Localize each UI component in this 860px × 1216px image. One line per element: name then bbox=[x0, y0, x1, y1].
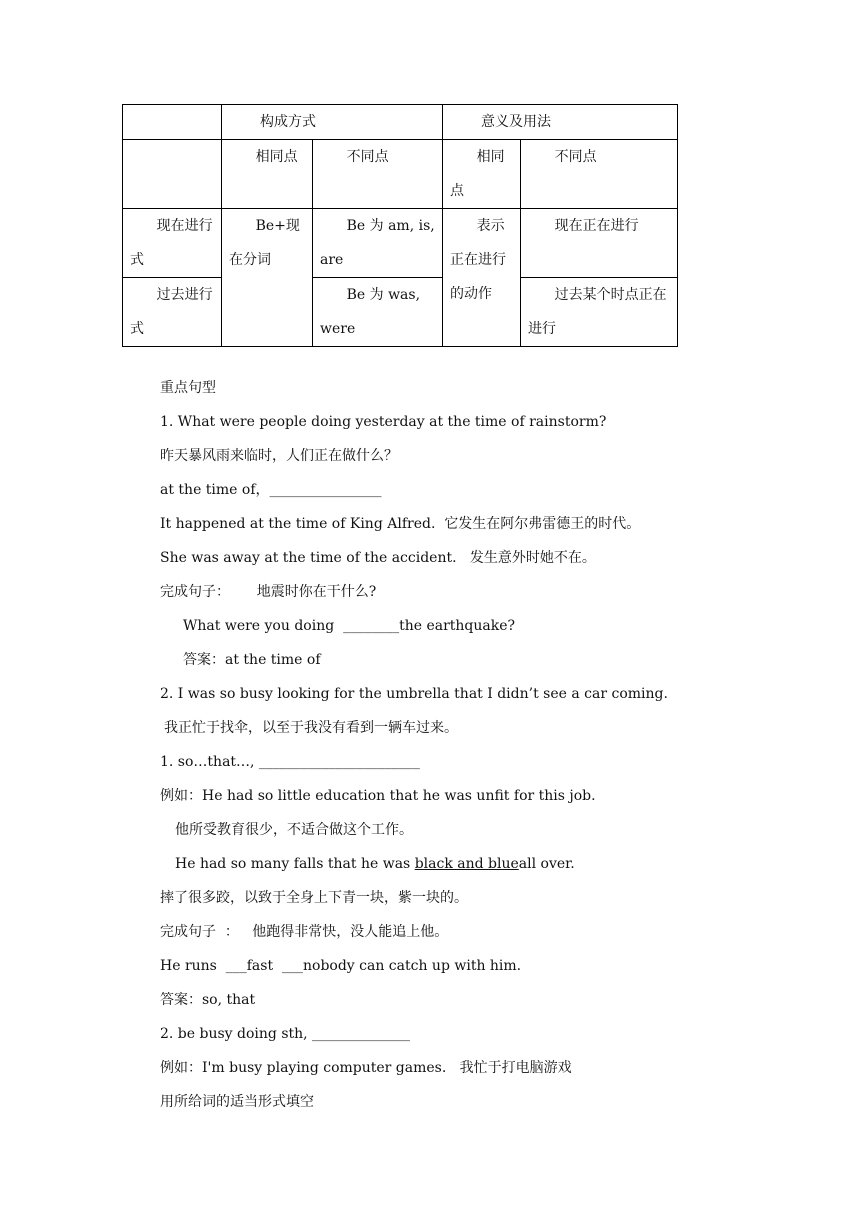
subheader-empty-cell bbox=[123, 140, 222, 209]
composition-same-cell: Be+现在分词 bbox=[222, 209, 313, 347]
example-translation: 他所受教育很少，不适合做这个工作。 bbox=[175, 822, 413, 838]
sentence-2-chinese: 我正忙于找伞，以至于我没有看到一辆车过来。 bbox=[164, 720, 458, 736]
table-subheader-row bbox=[123, 140, 678, 209]
sentence-1-chinese: 昨天暴风雨来临时，人们正在做什么？ bbox=[160, 448, 398, 464]
composition-diff-cell: Be 为 was, were bbox=[313, 278, 443, 347]
meaning-diff-cell: 过去某个时点正在进行 bbox=[521, 278, 678, 347]
tense-name-cell: 过去进行式 bbox=[123, 278, 222, 347]
composition-diff-cell: Be 为 am, is, are bbox=[313, 209, 443, 278]
header-composition: 构成方式 bbox=[222, 105, 443, 140]
phrase-be-busy-doing: 2. be busy doing sth, ______________ bbox=[160, 1026, 411, 1042]
example-line: He had so many falls that he was black and blueall over. bbox=[175, 856, 575, 872]
exercise-sentence: He runs ___fast ___nobody can catch up with him. bbox=[160, 958, 522, 974]
tense-comparison-table bbox=[122, 104, 678, 347]
meaning-same-cell: 表示正在进行的动作 bbox=[443, 209, 521, 347]
underlined-phrase: black and blue bbox=[414, 856, 519, 872]
example-line: 例如：He had so little education that he was unfit for this job. bbox=[160, 788, 596, 804]
table-corner-cell bbox=[123, 105, 222, 140]
exercise-sentence: What were you doing ________the earthquake? bbox=[183, 618, 516, 634]
example-line: 例如：I'm busy playing computer games. 我忙于打电脑游戏 bbox=[160, 1060, 572, 1076]
subheader-mean-diff: 不同点 bbox=[521, 140, 678, 209]
tense-name-cell: 现在进行式 bbox=[123, 209, 222, 278]
subheader-comp-diff: 不同点 bbox=[313, 140, 443, 209]
subheader-mean-same: 相同点 bbox=[443, 140, 521, 209]
header-meaning: 意义及用法 bbox=[443, 105, 678, 140]
phrase-at-the-time-of: at the time of，________________ bbox=[160, 482, 382, 498]
table-row bbox=[123, 278, 678, 347]
meaning-diff-cell: 现在正在进行 bbox=[521, 209, 678, 278]
phrase-so-that: 1. so…that…, _______________________ bbox=[160, 754, 420, 770]
table-row bbox=[123, 209, 678, 278]
exercise-heading: 用所给词的适当形式填空 bbox=[160, 1094, 314, 1110]
exercise-prompt: 完成句子： 地震时你在干什么? bbox=[160, 584, 377, 600]
section-title: 重点句型 bbox=[160, 380, 216, 396]
sentence-2-english: 2. I was so busy looking for the umbrella that I didn’t see a car coming. bbox=[160, 686, 668, 702]
document-body bbox=[160, 371, 800, 1119]
subheader-comp-same: 相同点 bbox=[222, 140, 313, 209]
example-line: It happened at the time of King Alfred. 它发生在阿尔弗雷德王的时代。 bbox=[160, 516, 641, 532]
exercise-prompt: 完成句子 ： 他跑得非常快，没人能追上他。 bbox=[160, 924, 449, 940]
table-header-row bbox=[123, 105, 678, 140]
example-line: She was away at the time of the accident. 发生意外时她不在。 bbox=[160, 550, 596, 566]
sentence-1-english: 1. What were people doing yesterday at the time of rainstorm? bbox=[160, 414, 607, 430]
answer-line: 答案：so, that bbox=[160, 992, 256, 1008]
example-translation: 摔了很多跤，以致于全身上下青一块，紫一块的。 bbox=[160, 890, 468, 906]
answer-line: 答案：at the time of bbox=[183, 652, 321, 668]
